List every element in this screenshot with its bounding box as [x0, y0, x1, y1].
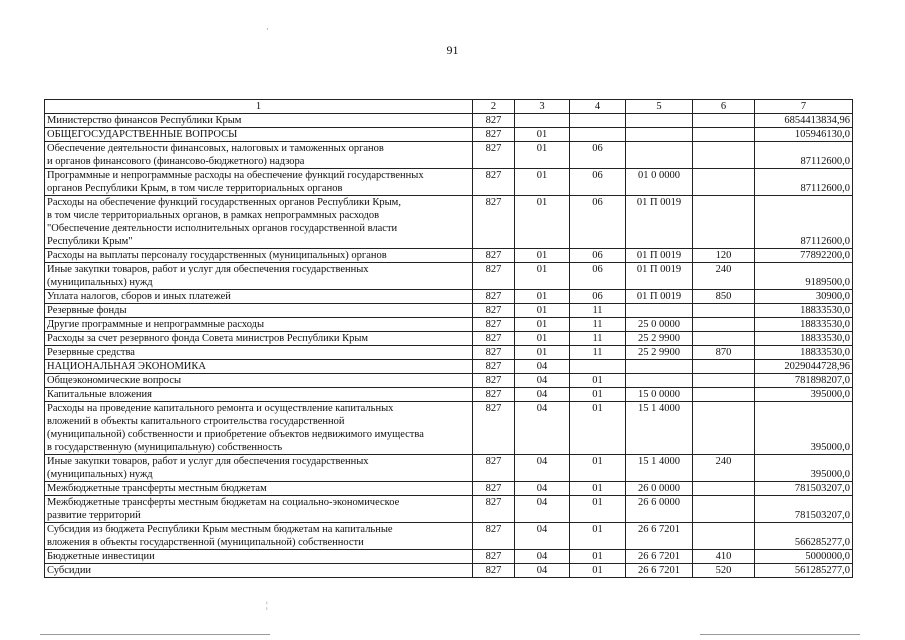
- table-row: [45, 564, 853, 578]
- item-name-cell: Субсидия из бюджета Республики Крым местным бюджетам на капитальные вложения в объекты государственной (муниципальной) собственности: [45, 523, 473, 550]
- scan-edge-line: [700, 634, 860, 635]
- header-cell-4: 4: [570, 100, 626, 114]
- amount-cell: 781503207,0: [755, 482, 853, 496]
- admin-code-cell: 827: [473, 169, 515, 196]
- expense-type-code-cell: 120: [693, 249, 755, 263]
- expense-type-code-cell: [693, 304, 755, 318]
- expense-type-code-cell: [693, 374, 755, 388]
- target-article-code-cell: 26 6 7201: [626, 564, 693, 578]
- target-article-code-cell: 26 6 7201: [626, 550, 693, 564]
- header-cell-1: 1: [45, 100, 473, 114]
- target-article-code-cell: [626, 114, 693, 128]
- section-code-cell: 04: [515, 388, 570, 402]
- subsection-code-cell: 06: [570, 290, 626, 304]
- subsection-code-cell: 06: [570, 169, 626, 196]
- target-article-code-cell: 01 П 0019: [626, 263, 693, 290]
- budget-table: [44, 99, 853, 578]
- header-cell-6: 6: [693, 100, 755, 114]
- header-cell-2: 2: [473, 100, 515, 114]
- item-name-cell: Министерство финансов Республики Крым: [45, 114, 473, 128]
- subsection-code-cell: 01: [570, 374, 626, 388]
- subsection-code-cell: 01: [570, 482, 626, 496]
- section-code-cell: 01: [515, 196, 570, 249]
- page-number: 91: [446, 43, 459, 57]
- subsection-code-cell: 01: [570, 455, 626, 482]
- admin-code-cell: 827: [473, 402, 515, 455]
- admin-code-cell: 827: [473, 128, 515, 142]
- section-code-cell: 01: [515, 249, 570, 263]
- admin-code-cell: 827: [473, 388, 515, 402]
- target-article-code-cell: [626, 360, 693, 374]
- item-name-cell: Программные и непрограммные расходы на обеспечение функций государственных органов Республики Крым, в том числе территориальных органов: [45, 169, 473, 196]
- admin-code-cell: 827: [473, 318, 515, 332]
- item-name-cell: Расходы на выплаты персоналу государственных (муниципальных) органов: [45, 249, 473, 263]
- target-article-code-cell: 01 П 0019: [626, 249, 693, 263]
- target-article-code-cell: [626, 128, 693, 142]
- table-row: [45, 402, 853, 455]
- table-row: [45, 523, 853, 550]
- section-code-cell: [515, 114, 570, 128]
- section-code-cell: 04: [515, 482, 570, 496]
- section-code-cell: 01: [515, 304, 570, 318]
- expense-type-code-cell: 520: [693, 564, 755, 578]
- target-article-code-cell: 15 0 0000: [626, 388, 693, 402]
- target-article-code-cell: 01 П 0019: [626, 196, 693, 249]
- admin-code-cell: 827: [473, 249, 515, 263]
- table-row: [45, 128, 853, 142]
- target-article-code-cell: [626, 374, 693, 388]
- table-row: [45, 360, 853, 374]
- target-article-code-cell: 25 2 9900: [626, 332, 693, 346]
- admin-code-cell: 827: [473, 114, 515, 128]
- subsection-code-cell: 01: [570, 402, 626, 455]
- header-cell-3: 3: [515, 100, 570, 114]
- table-row: [45, 332, 853, 346]
- admin-code-cell: 827: [473, 564, 515, 578]
- subsection-code-cell: 06: [570, 142, 626, 169]
- amount-cell: 105946130,0: [755, 128, 853, 142]
- target-article-code-cell: 15 1 4000: [626, 455, 693, 482]
- expense-type-code-cell: 410: [693, 550, 755, 564]
- item-name-cell: Резервные средства: [45, 346, 473, 360]
- admin-code-cell: 827: [473, 142, 515, 169]
- item-name-cell: Межбюджетные трансферты местным бюджетам на социально-экономическое развитие территорий: [45, 496, 473, 523]
- table-row: [45, 169, 853, 196]
- table-row: [45, 249, 853, 263]
- admin-code-cell: 827: [473, 304, 515, 318]
- amount-cell: 781503207,0: [755, 496, 853, 523]
- table-row: [45, 388, 853, 402]
- table-row: [45, 455, 853, 482]
- subsection-code-cell: [570, 114, 626, 128]
- subsection-code-cell: [570, 360, 626, 374]
- expense-type-code-cell: [693, 360, 755, 374]
- subsection-code-cell: 06: [570, 196, 626, 249]
- expense-type-code-cell: [693, 142, 755, 169]
- amount-cell: 566285277,0: [755, 523, 853, 550]
- expense-type-code-cell: [693, 128, 755, 142]
- table-row: [45, 482, 853, 496]
- subsection-code-cell: 11: [570, 318, 626, 332]
- amount-cell: 18833530,0: [755, 332, 853, 346]
- amount-cell: 30900,0: [755, 290, 853, 304]
- section-code-cell: 04: [515, 523, 570, 550]
- table-row: [45, 318, 853, 332]
- scan-edge-line: [40, 634, 270, 635]
- expense-type-code-cell: [693, 332, 755, 346]
- amount-cell: 5000000,0: [755, 550, 853, 564]
- item-name-cell: Резервные фонды: [45, 304, 473, 318]
- amount-cell: 18833530,0: [755, 304, 853, 318]
- amount-cell: 18833530,0: [755, 318, 853, 332]
- section-code-cell: 04: [515, 374, 570, 388]
- amount-cell: 395000,0: [755, 402, 853, 455]
- item-name-cell: Другие программные и непрограммные расходы: [45, 318, 473, 332]
- amount-cell: 6854413834,96: [755, 114, 853, 128]
- item-name-cell: Расходы за счет резервного фонда Совета министров Республики Крым: [45, 332, 473, 346]
- item-name-cell: Обеспечение деятельности финансовых, налоговых и таможенных органов и органов финансового (финансово-бюджетного) надзора: [45, 142, 473, 169]
- table-row: [45, 374, 853, 388]
- expense-type-code-cell: [693, 388, 755, 402]
- expense-type-code-cell: [693, 196, 755, 249]
- subsection-code-cell: 01: [570, 550, 626, 564]
- expense-type-code-cell: [693, 114, 755, 128]
- table-row: [45, 196, 853, 249]
- expense-type-code-cell: [693, 523, 755, 550]
- amount-cell: 87112600,0: [755, 196, 853, 249]
- expense-type-code-cell: 240: [693, 263, 755, 290]
- header-cell-7: 7: [755, 100, 853, 114]
- section-code-cell: 04: [515, 402, 570, 455]
- item-name-cell: Общеэкономические вопросы: [45, 374, 473, 388]
- admin-code-cell: 827: [473, 332, 515, 346]
- target-article-code-cell: 15 1 4000: [626, 402, 693, 455]
- item-name-cell: Расходы на обеспечение функций государственных органов Республики Крым, в том числе территориальных органов, в рамках непрограммных расходов "Обеспечение деятельности исполнительных органов государственной власти Республики Крым": [45, 196, 473, 249]
- subsection-code-cell: 01: [570, 496, 626, 523]
- section-code-cell: 04: [515, 564, 570, 578]
- admin-code-cell: 827: [473, 523, 515, 550]
- item-name-cell: Иные закупки товаров, работ и услуг для обеспечения государственных (муниципальных) нужд: [45, 263, 473, 290]
- item-name-cell: НАЦИОНАЛЬНАЯ ЭКОНОМИКА: [45, 360, 473, 374]
- section-code-cell: 01: [515, 346, 570, 360]
- subsection-code-cell: 11: [570, 346, 626, 360]
- target-article-code-cell: 01 П 0019: [626, 290, 693, 304]
- subsection-code-cell: 11: [570, 304, 626, 318]
- table-row: [45, 496, 853, 523]
- section-code-cell: 01: [515, 318, 570, 332]
- target-article-code-cell: 01 0 0000: [626, 169, 693, 196]
- section-code-cell: 01: [515, 263, 570, 290]
- admin-code-cell: 827: [473, 290, 515, 304]
- expense-type-code-cell: 850: [693, 290, 755, 304]
- amount-cell: 77892200,0: [755, 249, 853, 263]
- expense-type-code-cell: 240: [693, 455, 755, 482]
- item-name-cell: ОБЩЕГОСУДАРСТВЕННЫЕ ВОПРОСЫ: [45, 128, 473, 142]
- subsection-code-cell: 11: [570, 332, 626, 346]
- amount-cell: 781898207,0: [755, 374, 853, 388]
- admin-code-cell: 827: [473, 196, 515, 249]
- expense-type-code-cell: [693, 482, 755, 496]
- table-row: [45, 263, 853, 290]
- section-code-cell: 04: [515, 496, 570, 523]
- scan-mark: ·: [266, 24, 269, 34]
- subsection-code-cell: 01: [570, 523, 626, 550]
- item-name-cell: Субсидии: [45, 564, 473, 578]
- amount-cell: 9189500,0: [755, 263, 853, 290]
- expense-type-code-cell: [693, 318, 755, 332]
- table-row: [45, 550, 853, 564]
- expense-type-code-cell: [693, 496, 755, 523]
- section-code-cell: 04: [515, 360, 570, 374]
- section-code-cell: 04: [515, 455, 570, 482]
- amount-cell: 395000,0: [755, 455, 853, 482]
- table-row: [45, 304, 853, 318]
- expense-type-code-cell: [693, 169, 755, 196]
- subsection-code-cell: 06: [570, 249, 626, 263]
- section-code-cell: 01: [515, 128, 570, 142]
- section-code-cell: 01: [515, 142, 570, 169]
- section-code-cell: 04: [515, 550, 570, 564]
- admin-code-cell: 827: [473, 374, 515, 388]
- scan-mark: ¦: [266, 600, 268, 610]
- target-article-code-cell: [626, 142, 693, 169]
- target-article-code-cell: 25 2 9900: [626, 346, 693, 360]
- item-name-cell: Межбюджетные трансферты местным бюджетам: [45, 482, 473, 496]
- table-row: [45, 346, 853, 360]
- table-row: [45, 142, 853, 169]
- admin-code-cell: 827: [473, 263, 515, 290]
- amount-cell: 87112600,0: [755, 142, 853, 169]
- item-name-cell: Капитальные вложения: [45, 388, 473, 402]
- item-name-cell: Иные закупки товаров, работ и услуг для обеспечения государственных (муниципальных) нужд: [45, 455, 473, 482]
- subsection-code-cell: [570, 128, 626, 142]
- subsection-code-cell: 06: [570, 263, 626, 290]
- target-article-code-cell: 25 0 0000: [626, 318, 693, 332]
- subsection-code-cell: 01: [570, 564, 626, 578]
- amount-cell: 87112600,0: [755, 169, 853, 196]
- item-name-cell: Уплата налогов, сборов и иных платежей: [45, 290, 473, 304]
- item-name-cell: Бюджетные инвестиции: [45, 550, 473, 564]
- admin-code-cell: 827: [473, 346, 515, 360]
- admin-code-cell: 827: [473, 550, 515, 564]
- admin-code-cell: 827: [473, 482, 515, 496]
- amount-cell: 395000,0: [755, 388, 853, 402]
- target-article-code-cell: [626, 304, 693, 318]
- section-code-cell: 01: [515, 332, 570, 346]
- admin-code-cell: 827: [473, 455, 515, 482]
- amount-cell: 18833530,0: [755, 346, 853, 360]
- section-code-cell: 01: [515, 169, 570, 196]
- header-row: [45, 100, 853, 114]
- amount-cell: 2029044728,96: [755, 360, 853, 374]
- expense-type-code-cell: [693, 402, 755, 455]
- target-article-code-cell: 26 6 7201: [626, 523, 693, 550]
- admin-code-cell: 827: [473, 360, 515, 374]
- target-article-code-cell: 26 0 0000: [626, 482, 693, 496]
- header-cell-5: 5: [626, 100, 693, 114]
- section-code-cell: 01: [515, 290, 570, 304]
- target-article-code-cell: 26 6 0000: [626, 496, 693, 523]
- expense-type-code-cell: 870: [693, 346, 755, 360]
- item-name-cell: Расходы на проведение капитального ремонта и осуществление капитальных вложений в объекты капитального строительства государственной (муниципальной) собственности и приобретение объектов недвижимого имущества в государственную (муниципальную) собственность: [45, 402, 473, 455]
- table-row: [45, 290, 853, 304]
- subsection-code-cell: 01: [570, 388, 626, 402]
- table-row: [45, 114, 853, 128]
- amount-cell: 561285277,0: [755, 564, 853, 578]
- admin-code-cell: 827: [473, 496, 515, 523]
